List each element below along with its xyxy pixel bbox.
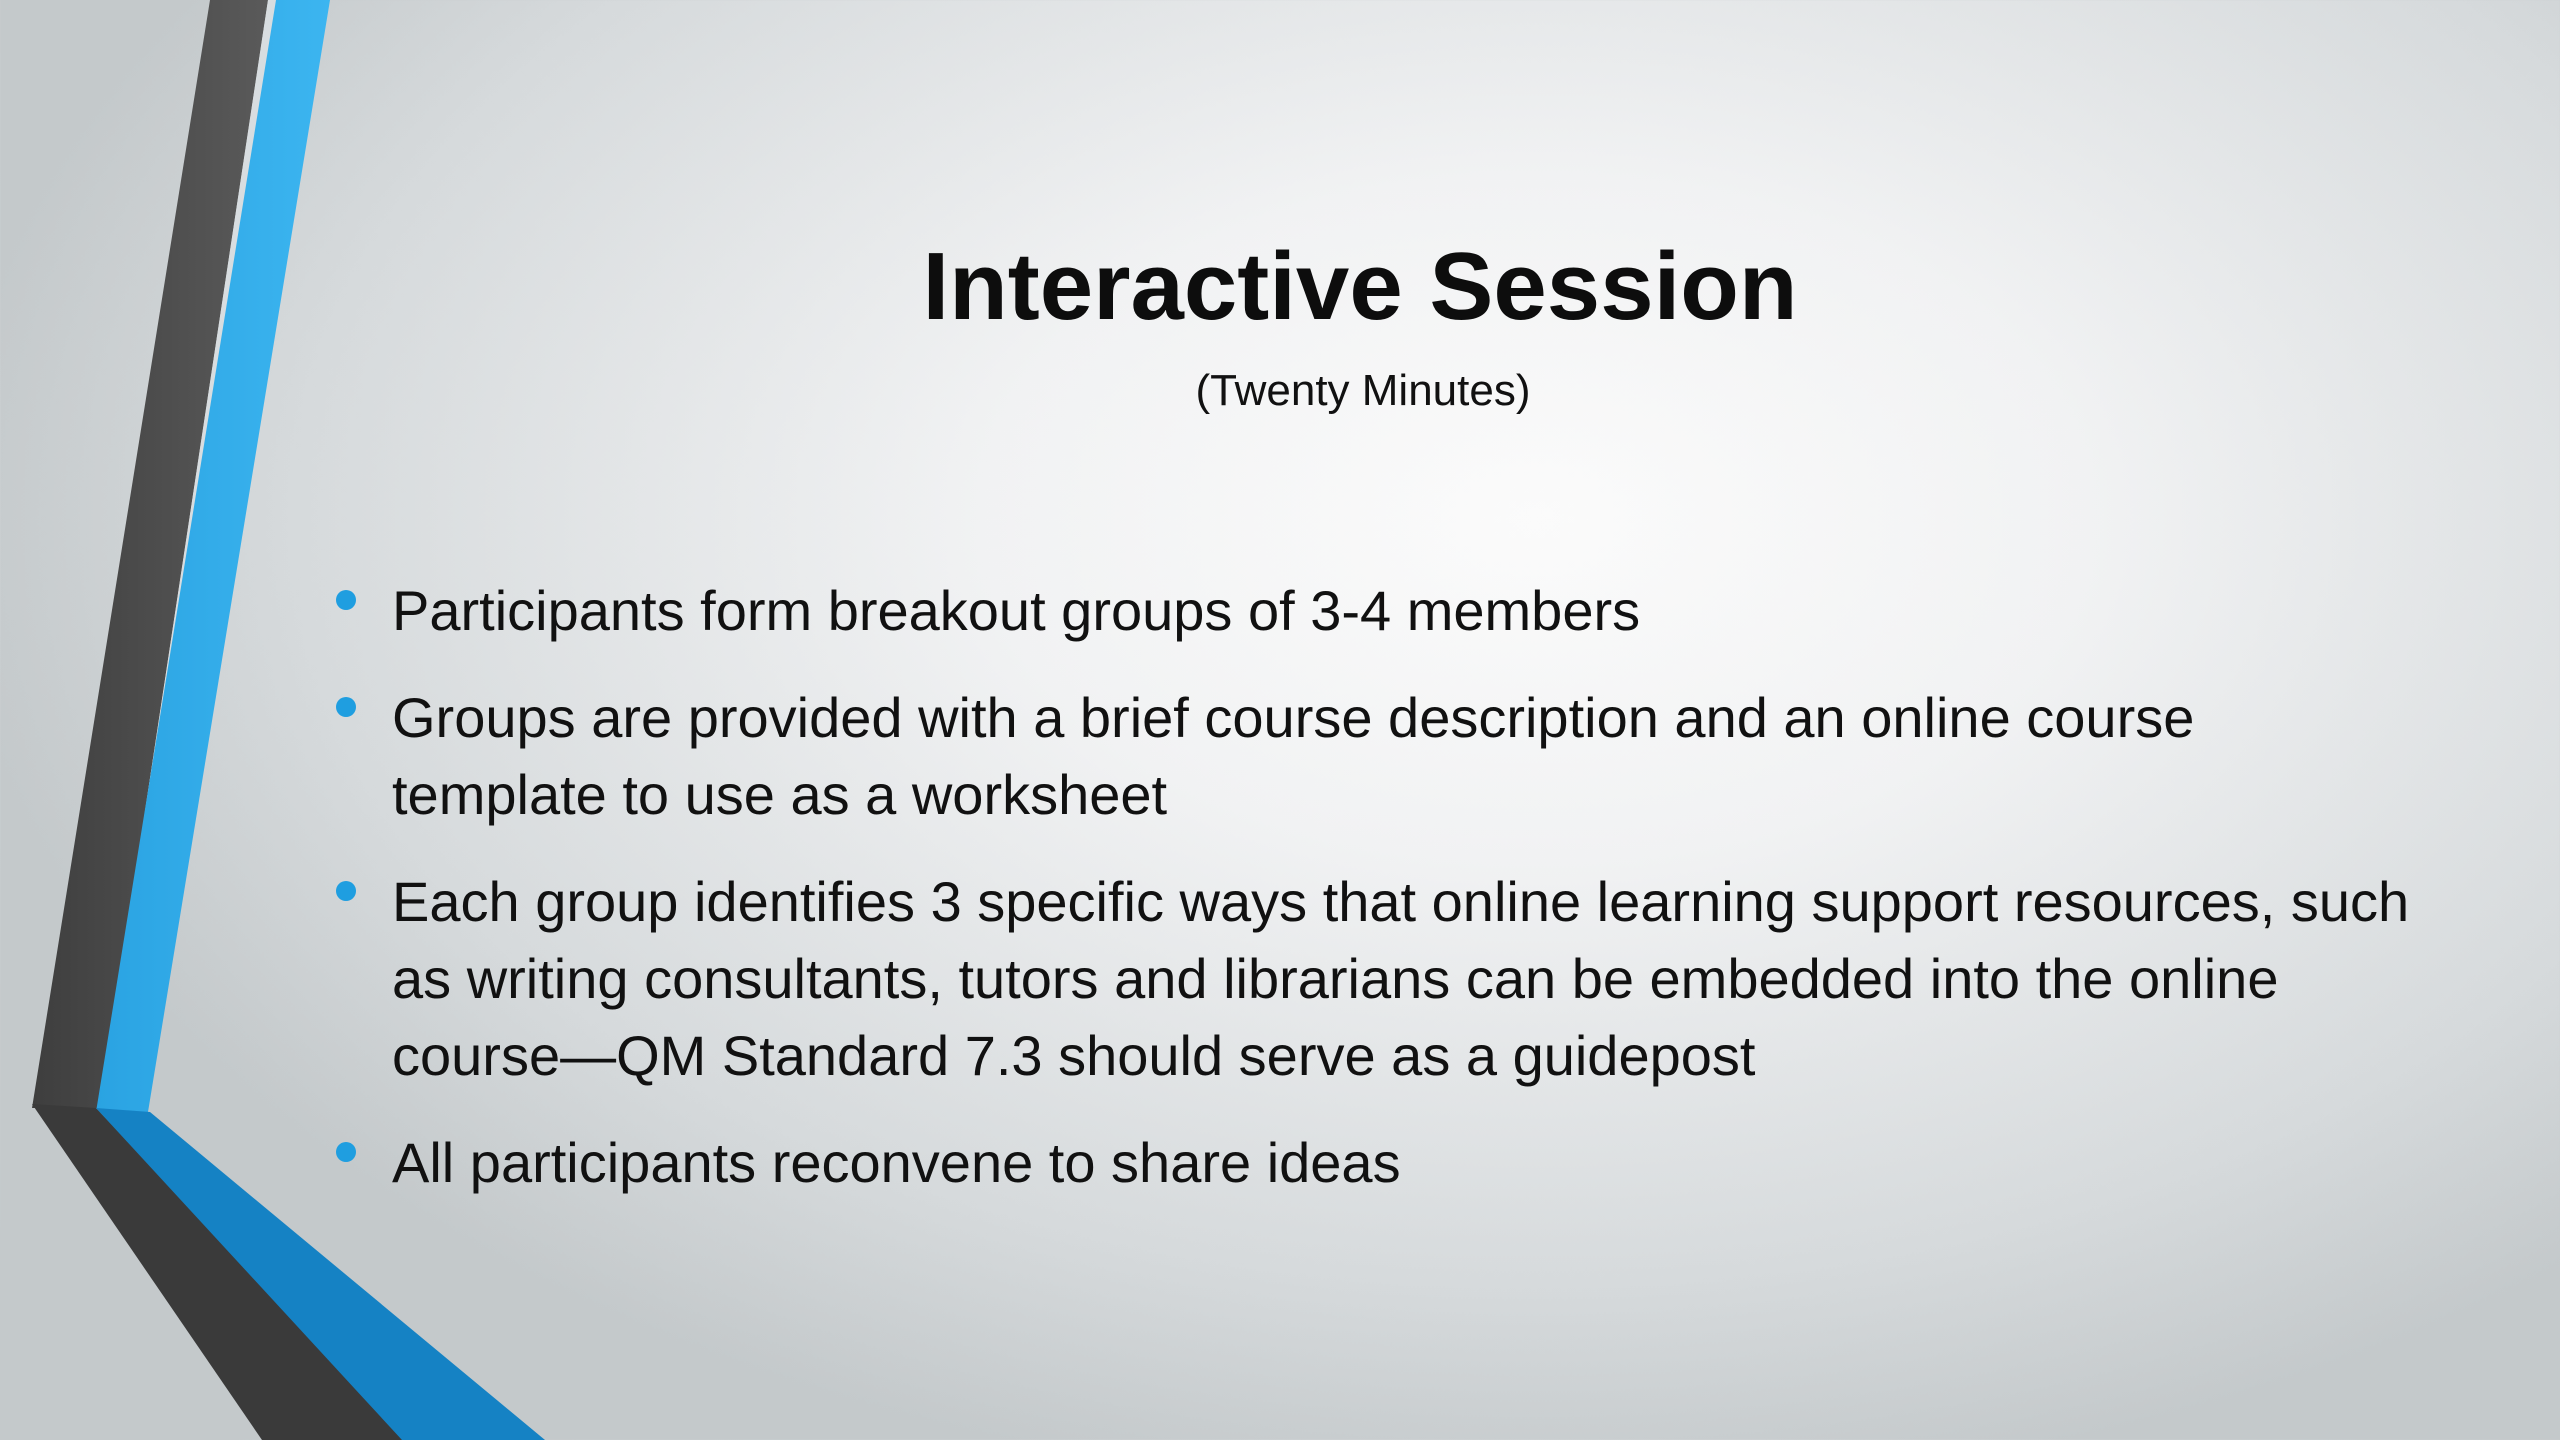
bullet-text: Groups are provided with a brief course description and an online course template to use as a worksheet (392, 686, 2195, 826)
bullet-icon (336, 1142, 356, 1162)
bullet-icon (336, 590, 356, 610)
list-item (332, 1124, 2412, 1201)
bullet-list (332, 572, 2412, 1231)
bullet-text: Each group identifies 3 specific ways that online learning support resources, such as writing consultants, tutors and librarians can be embedded into the online course—QM Standard 7.3 should serve as a guidepost (392, 870, 2410, 1087)
bullet-icon (336, 881, 356, 901)
slide-subtitle: (Twenty Minutes) (1195, 366, 1531, 415)
bullet-icon (336, 697, 356, 717)
slide-title: Interactive Session (922, 233, 1798, 340)
bullet-text: All participants reconvene to share ideas (392, 1131, 1401, 1194)
list-item (332, 863, 2412, 1094)
bullet-text: Participants form breakout groups of 3-4 members (392, 579, 1641, 642)
list-item (332, 572, 2412, 649)
list-item (332, 679, 2412, 833)
